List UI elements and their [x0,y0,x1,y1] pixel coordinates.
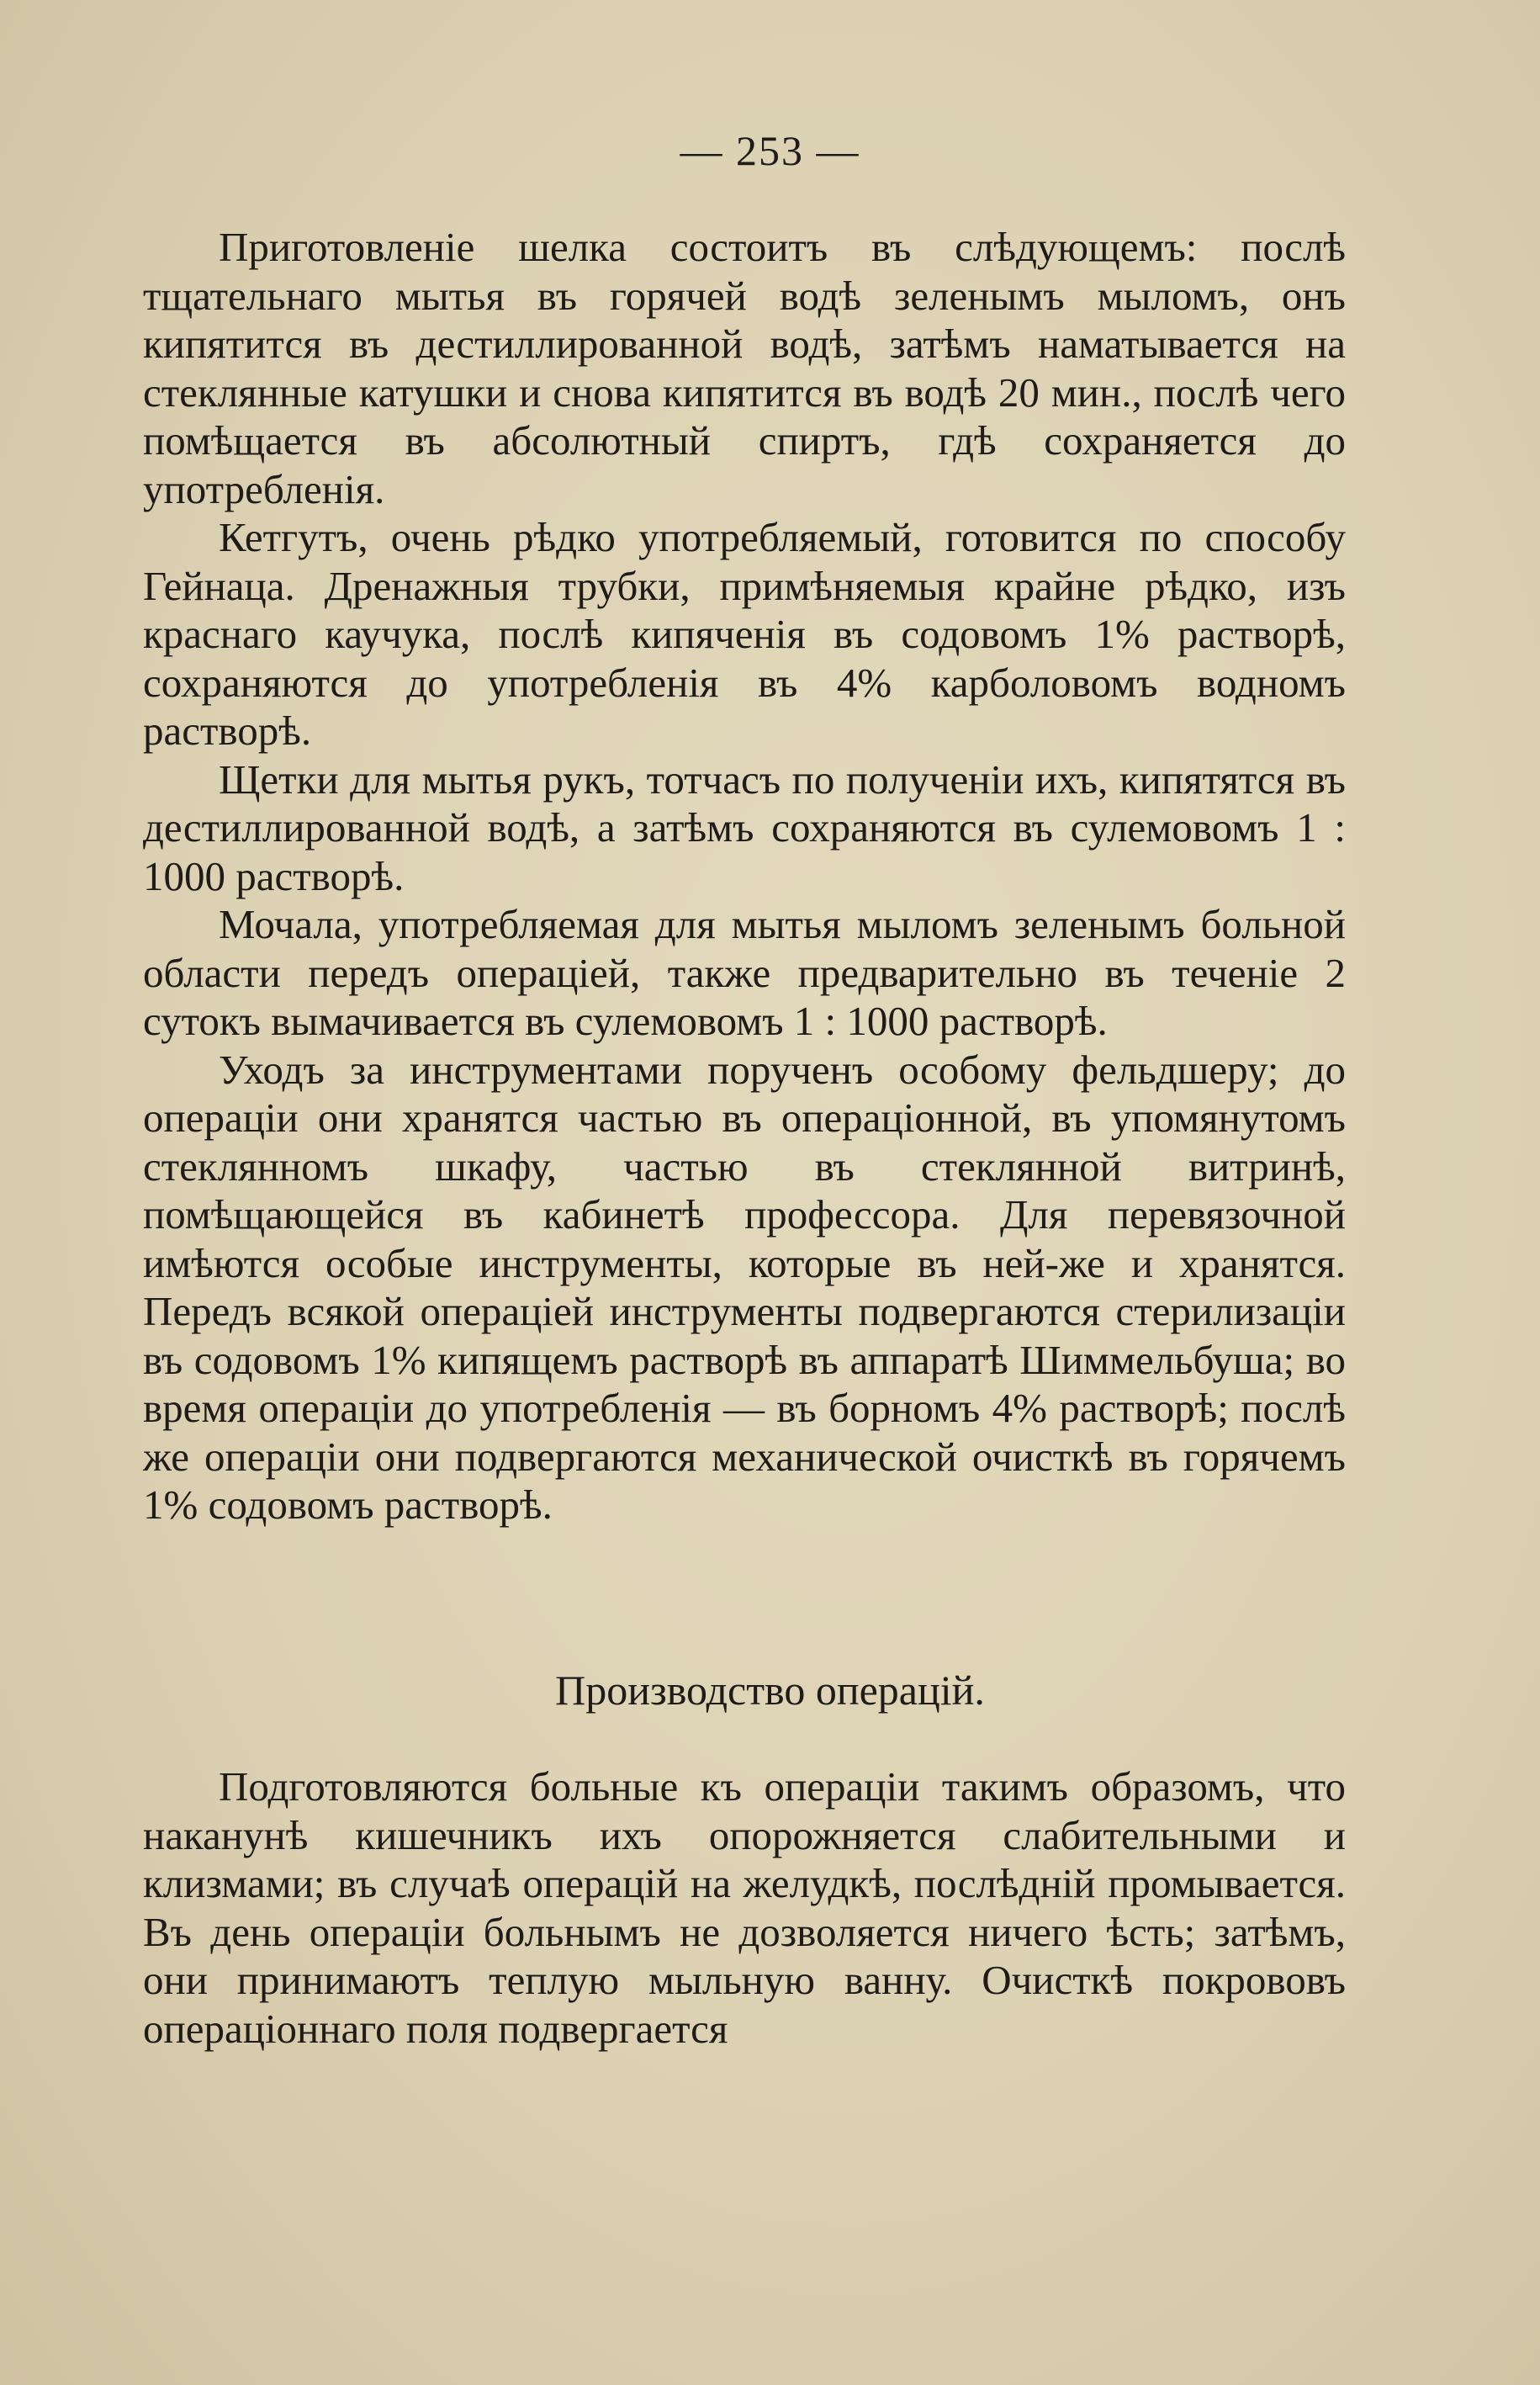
paragraph-catgut: Кетгутъ, очень рѣдко употребляемый, готовится по способу Гейнаца. Дренажныя трубки, примѣняемыя крайне рѣдко, изъ краснаго каучука, послѣ кипяченія въ содовомъ 1% растворѣ, сохраняются до употребленія въ 4% карболовомъ водномъ растворѣ. [143,514,1346,754]
section-body-2 [143,1762,1346,2053]
paragraph-silk-preparation: Приготовленіе шелка состоитъ въ слѣдующемъ: послѣ тщательнаго мытья въ горячей водѣ зеленымъ мыломъ, онъ кипятится въ дестиллированной водѣ, затѣмъ наматывается на стеклянные катушки и снова кипятится въ водѣ 20 мин., послѣ чего помѣщается въ абсолютный спиртъ, гдѣ сохраняется до употребленія. [143,224,1346,512]
paragraph-sponge: Мочала, употребляемая для мытья мыломъ зеленымъ больной области передъ операціей, также предварительно въ теченіе 2 сутокъ вымачивается въ сулемовомъ 1 : 1000 растворѣ. [143,901,1346,1044]
page-number: — 253 — [680,127,860,174]
section-body-1 [143,223,1346,1529]
paragraph-patient-preparation: Подготовляются больные къ операціи такимъ образомъ, что наканунѣ кишечникъ ихъ опорожняется слабительными и клизмами; въ случаѣ операцій на желудкѣ, послѣдній промывается. Въ день операціи больнымъ не дозволяется ничего ѣсть; затѣмъ, они принимаютъ теплую мыльную ванну. Очисткѣ покрововъ операціоннаго поля подвергается [143,1763,1346,2052]
section-heading: Производство операцій. [555,1667,985,1714]
paragraph-instruments: Уходъ за инструментами порученъ особому фельдшеру; до операціи они хранятся частью въ операціонной, въ упомянутомъ стеклянномъ шкафу, частью въ стеклянной витринѣ, помѣщающейся въ кабинетѣ профессора. Для перевязочной имѣются особые инструменты, которые въ ней-же и хранятся. Передъ всякой операціей инструменты подвергаются стерилизаціи въ содовомъ 1% кипящемъ растворѣ въ аппаратѣ Шиммельбуша; во время операціи до употребленія — въ борномъ 4% растворѣ; послѣ же операціи они подвергаются механической очисткѣ въ горячемъ 1% содовомъ растворѣ. [143,1046,1346,1528]
paragraph-brushes: Щетки для мытья рукъ, тотчасъ по полученіи ихъ, кипятятся въ дестиллированной водѣ, а затѣмъ сохраняются въ сулемовомъ 1 : 1000 растворѣ. [143,755,1346,899]
